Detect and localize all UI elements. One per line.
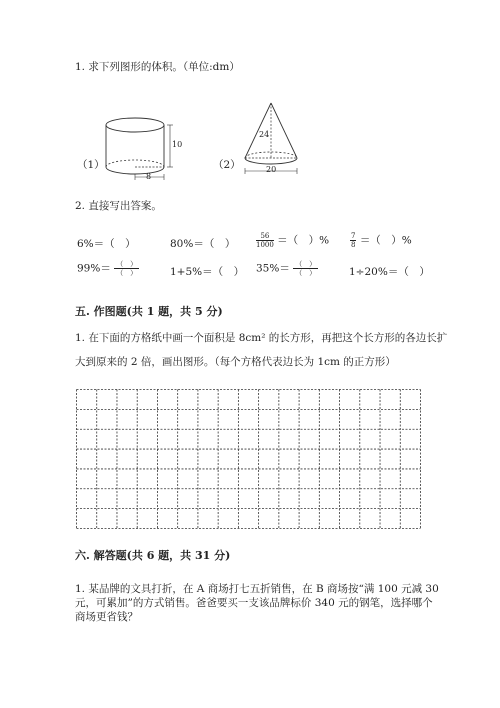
- q2-prompt: 2. 直接写出答案。: [75, 200, 162, 212]
- q2-item-1-plus-5pct: 1+5%＝（ ）: [170, 266, 245, 278]
- cone-diameter-label: 20: [266, 165, 277, 174]
- section6-heading: 六. 解答题(共 6 题，共 31 分): [75, 549, 231, 562]
- cone-height-label: 24: [259, 130, 270, 139]
- q2-item-6pct: 6%＝（ ）: [77, 238, 136, 250]
- section5-q1-line2: 大到原来的 2 倍，画出图形。（每个方格代表边长为 1cm 的正方形）: [75, 356, 396, 368]
- cylinder-radius-label: 8: [146, 172, 152, 181]
- blank-numerator: （ ）: [116, 260, 138, 268]
- section6-q1-line1: 1. 某品牌的文具打折，在 A 商场打七五折销售，在 B 商场按“满 100 元减 30: [75, 583, 439, 595]
- q1-prompt: 1. 求下列图形的体积。（单位:dm）: [75, 61, 240, 73]
- q2-item-56-over-1000: [256, 232, 329, 249]
- cylinder-top: [106, 118, 164, 132]
- section5-heading: 五. 作图题(共 1 题，共 5 分): [75, 305, 223, 318]
- blank-denominator: （ ）: [116, 269, 138, 277]
- q2-item-d-rest: ＝（ ）%: [359, 234, 412, 247]
- cylinder-bottom-back: [106, 160, 164, 167]
- section6-q1-line2: 元，可累加”的方式销售。爸爸要买一支该品牌标价 340 元的钢笔，选择哪个: [75, 597, 433, 609]
- q2-item-c-rest: ＝（ ）%: [277, 234, 330, 247]
- blank-numerator: （ ）: [295, 260, 317, 268]
- figure1-label: （1）: [77, 159, 105, 171]
- q2-item-80pct: 80%＝（ ）: [170, 238, 236, 250]
- cone-base-front: [245, 158, 297, 164]
- frac-denominator: 1000: [256, 241, 274, 249]
- q2-item-1-div-20pct: 1÷20%＝（ ）: [349, 266, 430, 278]
- section6-q1-line3: 商场更省钱？: [75, 611, 138, 623]
- blank-denominator: （ ）: [295, 269, 317, 277]
- q2-item-35pct: [256, 260, 318, 277]
- figure2-label: （2）: [213, 159, 241, 171]
- frac-numerator: 56: [256, 232, 274, 241]
- frac-numerator: 7: [351, 232, 356, 240]
- cylinder-height-label: 10: [172, 140, 183, 149]
- q2-item-99pct: [77, 260, 139, 277]
- section5-q1-line1: 1. 在下面的方格纸中画一个面积是 8cm² 的长方形，再把这个长方形的各边长扩: [75, 332, 448, 344]
- q2-item-7-over-8: [350, 232, 412, 249]
- cylinder-bottom-front: [106, 167, 164, 174]
- cone-right-edge: [271, 103, 297, 158]
- grid-paper[interactable]: [76, 389, 421, 529]
- frac-denominator: 8: [351, 241, 356, 249]
- q2-item-c2-pre: 35%＝: [256, 262, 290, 275]
- q2-item-a2-pre: 99%＝: [77, 262, 111, 275]
